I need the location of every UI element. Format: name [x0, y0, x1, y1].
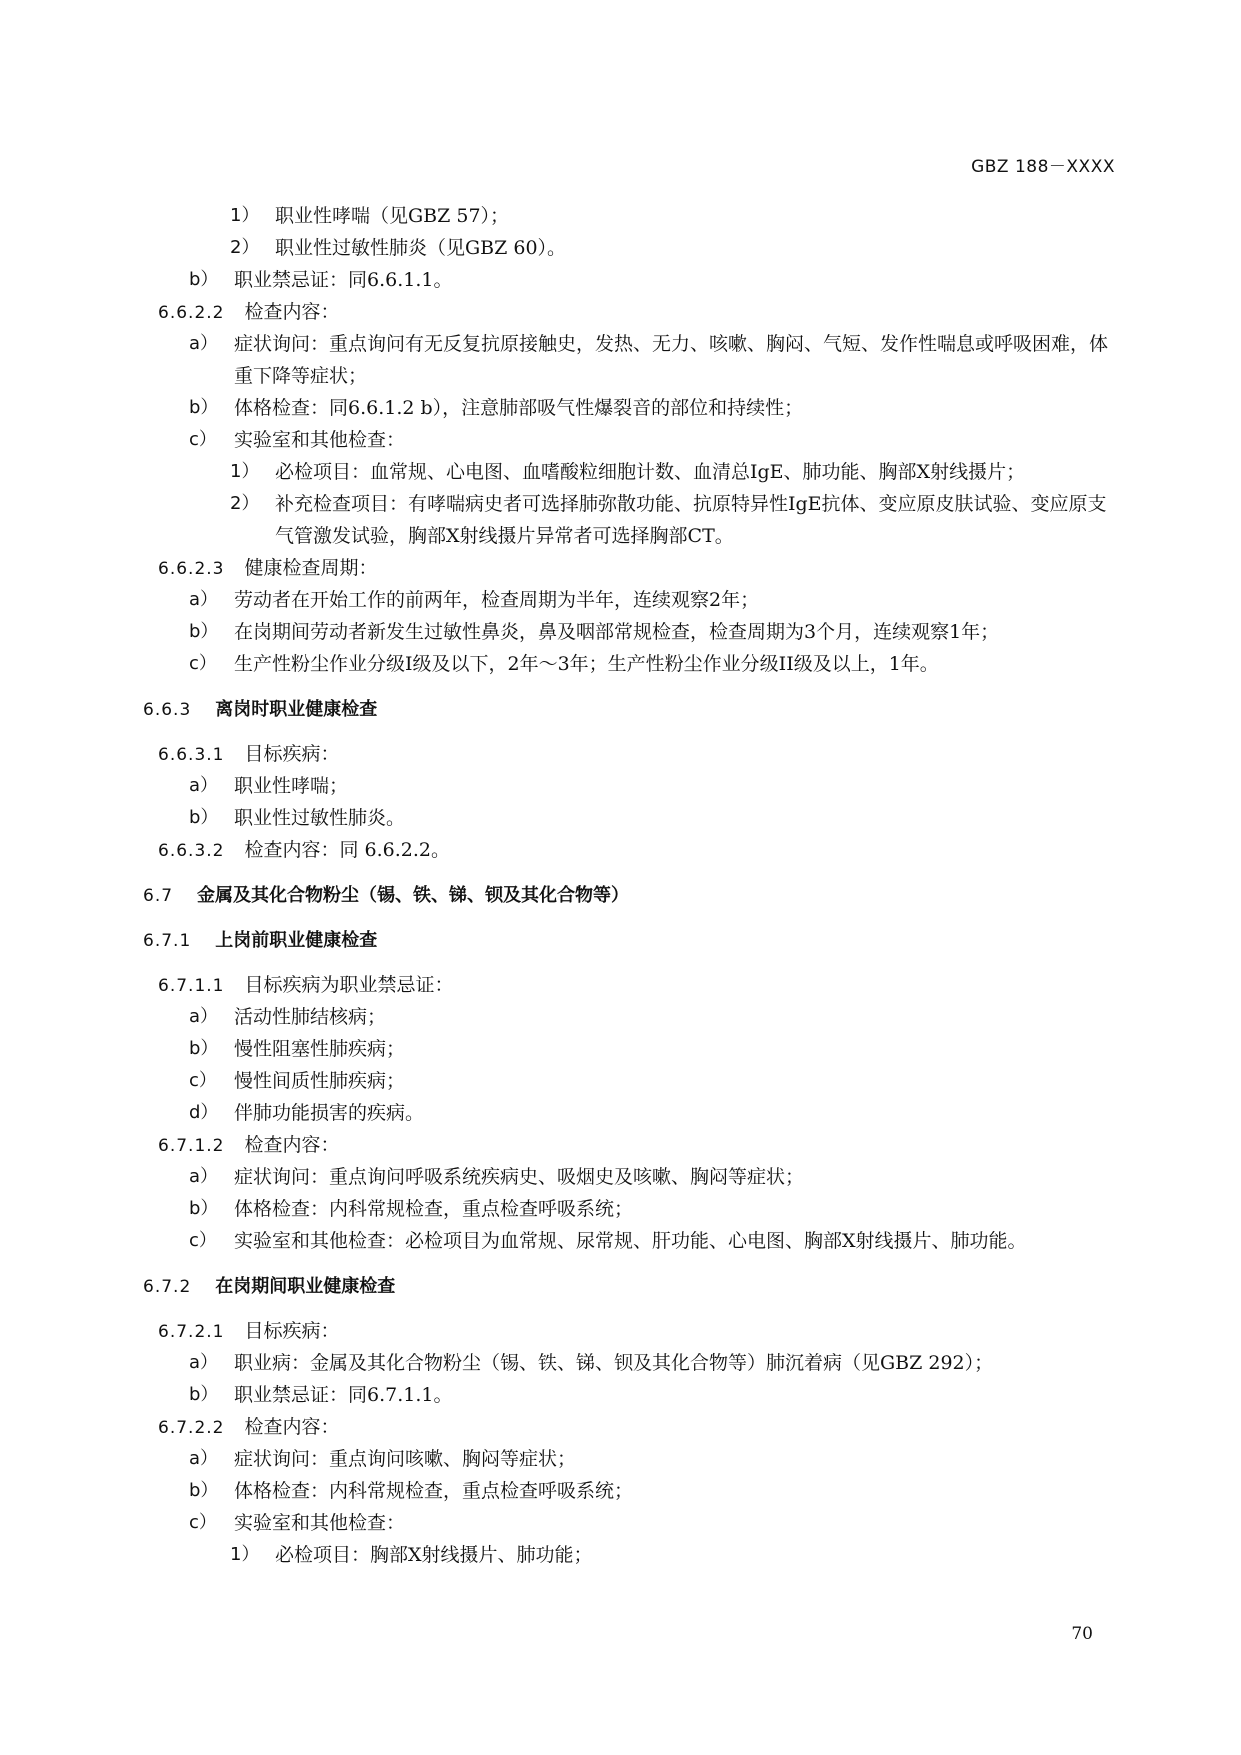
clause-heading — [0, 1411, 1241, 1443]
list-item — [0, 1065, 1241, 1097]
document-body — [0, 200, 1241, 1571]
list-marker: 1） — [230, 205, 260, 226]
section-number: 6.7 — [143, 886, 174, 906]
list-item — [0, 584, 1241, 616]
list-text: 实验室和其他检查： — [234, 429, 406, 451]
list-text: 职业病：金属及其化合物粉尘（锡、铁、锑、钡及其化合物等）肺沉着病（见GBZ 292）； — [234, 1352, 994, 1374]
section-heading — [0, 1270, 1241, 1302]
list-item — [0, 1097, 1241, 1129]
section-number: 6.7.2 — [143, 1277, 192, 1297]
list-item — [0, 1001, 1241, 1033]
clause-number: 6.7.2.1 — [158, 1322, 225, 1342]
list-text: 职业禁忌证：同6.6.1.1。 — [234, 269, 453, 291]
list-marker: 2） — [230, 237, 260, 258]
section-title: 在岗期间职业健康检查 — [215, 1276, 396, 1297]
list-text: 职业性哮喘（见GBZ 57）； — [275, 205, 510, 227]
clause-number: 6.6.3.2 — [158, 841, 225, 861]
list-text: 伴肺功能损害的疾病。 — [234, 1102, 425, 1124]
list-marker: c） — [189, 653, 217, 674]
list-item — [0, 392, 1241, 424]
list-text: 症状询问：重点询问有无反复抗原接触史，发热、无力、咳嗽、胸闷、气短、发作性喘息或呼吸困难，体重下降等症状； — [234, 333, 1109, 387]
list-marker: 1） — [230, 1544, 260, 1565]
list-marker: 1） — [230, 461, 260, 482]
list-marker: d） — [189, 1102, 219, 1123]
section-heading — [0, 693, 1241, 725]
list-text: 慢性阻塞性肺疾病； — [234, 1038, 406, 1060]
list-marker: a） — [189, 1448, 219, 1469]
list-item — [0, 1475, 1241, 1507]
list-item — [0, 1225, 1241, 1257]
section-title: 离岗时职业健康检查 — [215, 699, 378, 720]
clause-number: 6.6.2.2 — [158, 303, 225, 323]
list-marker: c） — [189, 429, 217, 450]
list-item — [0, 424, 1241, 456]
list-marker: b） — [189, 1038, 219, 1059]
list-text: 补充检查项目：有哮喘病史者可选择肺弥散功能、抗原特异性IgE抗体、变应原皮肤试验、变应原支气管激发试验，胸部X射线摄片异常者可选择胸部CT。 — [275, 493, 1107, 547]
clause-title: 检查内容： — [244, 1416, 340, 1438]
section-title: 上岗前职业健康检查 — [215, 930, 378, 951]
list-marker: a） — [189, 1352, 219, 1373]
clause-number: 6.6.3.1 — [158, 745, 225, 765]
list-item — [0, 770, 1241, 802]
clause-heading — [0, 738, 1241, 770]
list-item — [0, 1507, 1241, 1539]
clause-heading — [0, 1315, 1241, 1347]
clause-title: 检查内容： — [244, 301, 340, 323]
list-text: 实验室和其他检查： — [234, 1512, 406, 1534]
list-marker: a） — [189, 1166, 219, 1187]
section-heading — [0, 924, 1241, 956]
list-text: 职业禁忌证：同6.7.1.1。 — [234, 1384, 453, 1406]
list-item — [0, 648, 1241, 680]
list-item — [0, 328, 1241, 392]
list-item — [0, 200, 1241, 232]
clause-title: 检查内容： — [244, 1134, 340, 1156]
list-marker: 2） — [230, 493, 260, 514]
list-marker: b） — [189, 807, 219, 828]
page-number: 70 — [1071, 1624, 1093, 1644]
list-text: 生产性粉尘作业分级I级及以下，2年～3年；生产性粉尘作业分级II级及以上，1年。 — [234, 653, 939, 675]
list-text: 体格检查：内科常规检查，重点检查呼吸系统； — [234, 1198, 634, 1220]
list-marker: b） — [189, 1384, 219, 1405]
list-text: 症状询问：重点询问呼吸系统疾病史、吸烟史及咳嗽、胸闷等症状； — [234, 1166, 805, 1188]
list-item — [0, 1347, 1241, 1379]
list-text: 在岗期间劳动者新发生过敏性鼻炎，鼻及咽部常规检查，检查周期为3个月，连续观察1年； — [234, 621, 1000, 643]
list-marker: c） — [189, 1070, 217, 1091]
list-text: 体格检查：同6.6.1.2 b），注意肺部吸气性爆裂音的部位和持续性； — [234, 397, 804, 419]
list-item — [0, 264, 1241, 296]
list-text: 实验室和其他检查：必检项目为血常规、尿常规、肝功能、心电图、胸部X射线摄片、肺功能。 — [234, 1230, 1027, 1252]
list-item — [0, 1379, 1241, 1411]
list-marker: a） — [189, 333, 219, 354]
list-item — [0, 802, 1241, 834]
clause-heading — [0, 969, 1241, 1001]
section-number: 6.6.3 — [143, 700, 192, 720]
clause-heading — [0, 1129, 1241, 1161]
list-item — [0, 1539, 1241, 1571]
clause-number: 6.7.2.2 — [158, 1418, 225, 1438]
list-text: 体格检查：内科常规检查，重点检查呼吸系统； — [234, 1480, 634, 1502]
list-text: 必检项目：胸部X射线摄片、肺功能； — [275, 1544, 593, 1566]
clause-heading — [0, 296, 1241, 328]
section-number: 6.7.1 — [143, 931, 192, 951]
list-item — [0, 1193, 1241, 1225]
clause-title: 健康检查周期： — [244, 557, 378, 579]
list-item — [0, 1033, 1241, 1065]
document-code: GBZ 188－XXXX — [971, 157, 1115, 177]
clause-number: 6.7.1.2 — [158, 1136, 225, 1156]
list-text: 慢性间质性肺疾病； — [234, 1070, 406, 1092]
list-marker: a） — [189, 1006, 219, 1027]
list-item — [0, 1161, 1241, 1193]
list-text: 职业性哮喘； — [234, 775, 349, 797]
clause-heading — [0, 552, 1241, 584]
list-marker: b） — [189, 1198, 219, 1219]
list-text: 活动性肺结核病； — [234, 1006, 387, 1028]
clause-title: 目标疾病： — [244, 743, 340, 765]
list-marker: b） — [189, 1480, 219, 1501]
list-text: 必检项目：血常规、心电图、血嗜酸粒细胞计数、血清总IgE、肺功能、胸部X射线摄片； — [275, 461, 1026, 483]
list-item — [0, 456, 1241, 488]
clause-number: 6.7.1.1 — [158, 976, 225, 996]
section-title: 金属及其化合物粉尘（锡、铁、锑、钡及其化合物等） — [197, 885, 630, 906]
list-marker: c） — [189, 1230, 217, 1251]
list-item — [0, 1443, 1241, 1475]
list-marker: c） — [189, 1512, 217, 1533]
list-marker: a） — [189, 589, 219, 610]
section-heading — [0, 879, 1241, 911]
list-text: 劳动者在开始工作的前两年，检查周期为半年，连续观察2年； — [234, 589, 760, 611]
list-marker: b） — [189, 397, 219, 418]
list-text: 职业性过敏性肺炎。 — [234, 807, 406, 829]
list-item — [0, 616, 1241, 648]
list-item — [0, 488, 1241, 552]
clause-title: 检查内容：同 6.6.2.2。 — [244, 839, 450, 861]
clause-title: 目标疾病为职业禁忌证： — [244, 974, 454, 996]
list-item — [0, 232, 1241, 264]
list-marker: b） — [189, 269, 219, 290]
list-marker: b） — [189, 621, 219, 642]
clause-number: 6.6.2.3 — [158, 559, 225, 579]
clause-heading — [0, 834, 1241, 866]
list-marker: a） — [189, 775, 219, 796]
clause-title: 目标疾病： — [244, 1320, 340, 1342]
list-text: 职业性过敏性肺炎（见GBZ 60）。 — [275, 237, 567, 259]
list-text: 症状询问：重点询问咳嗽、胸闷等症状； — [234, 1448, 577, 1470]
